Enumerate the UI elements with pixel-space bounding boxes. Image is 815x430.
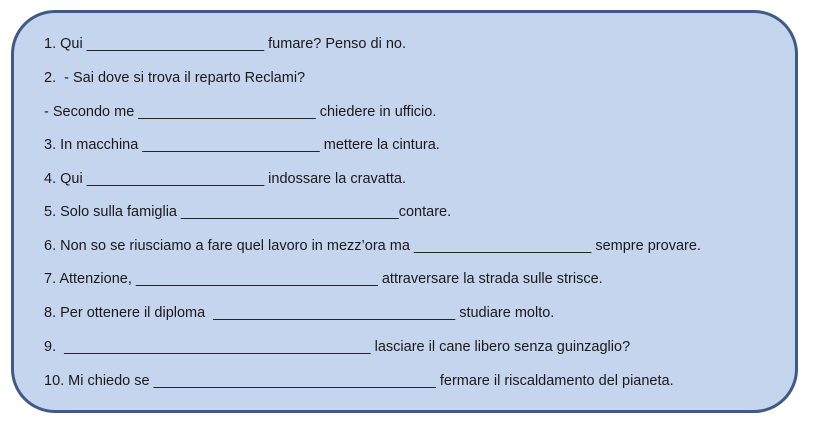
exercise-line-2-answer: - Secondo me ______________________ chiedere in ufficio.	[44, 104, 437, 120]
exercise-line-6: 6. Non so se riusciamo a fare quel lavoro in mezz’ora ma ______________________ sempre provare.	[44, 238, 701, 254]
exercise-line-2: 2. - Sai dove si trova il reparto Reclami?	[44, 70, 306, 86]
exercise-line-1: 1. Qui ______________________ fumare? Penso di no.	[44, 36, 406, 52]
exercise-line-8: 8. Per ottenere il diploma ______________________________ studiare molto.	[44, 305, 555, 321]
exercise-line-10: 10. Mi chiedo se ___________________________________ fermare il riscaldamento del pianeta.	[44, 373, 674, 389]
exercise-line-9: 9. ______________________________________ lasciare il cane libero senza guinzaglio?	[44, 339, 631, 355]
exercise-line-7: 7. Attenzione, ______________________________ attraversare la strada sulle strisce.	[44, 271, 603, 287]
exercise-line-3: 3. In macchina ______________________ mettere la cintura.	[44, 137, 440, 153]
exercise-line-5: 5. Solo sulla famiglia ___________________________contare.	[44, 204, 452, 220]
exercise-line-4: 4. Qui ______________________ indossare la cravatta.	[44, 171, 406, 187]
